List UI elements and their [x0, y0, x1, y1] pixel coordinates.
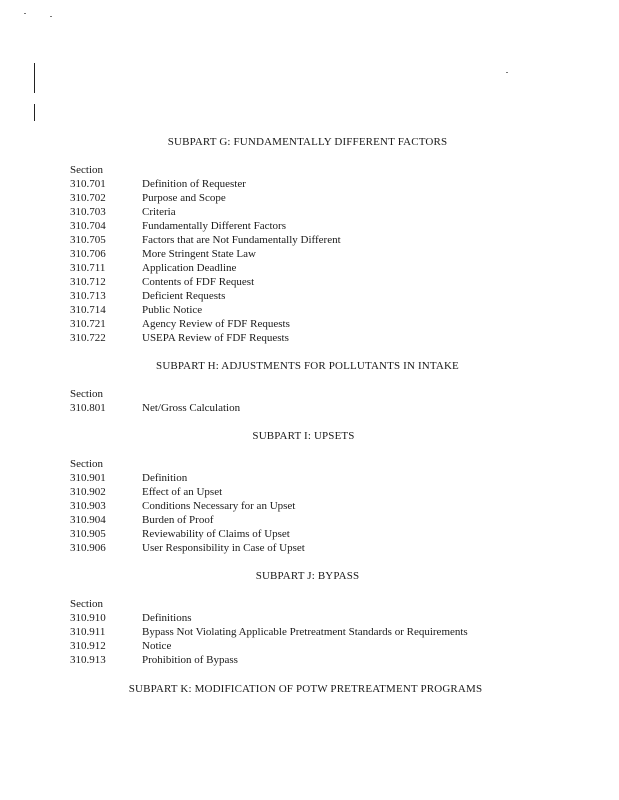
section-number: 310.901: [70, 472, 106, 484]
section-title: Contents of FDF Request: [142, 276, 255, 288]
section-title: Reviewability of Claims of Upset: [142, 528, 290, 540]
section-title: Definitions: [142, 612, 192, 624]
section-title: Net/Gross Calculation: [142, 402, 241, 414]
scan-speck: [50, 16, 52, 17]
subpart-h-heading: SUBPART H: ADJUSTMENTS FOR POLLUTANTS IN INTAKE: [156, 360, 459, 372]
section-number: 310.702: [70, 192, 106, 204]
section-number: 310.904: [70, 514, 106, 526]
section-label: Section: [70, 164, 103, 176]
section-title: Prohibition of Bypass: [142, 654, 238, 666]
section-number: 310.712: [70, 276, 106, 288]
section-label: Section: [70, 598, 103, 610]
section-number: 310.704: [70, 220, 106, 232]
section-number: 310.714: [70, 304, 106, 316]
section-title: Criteria: [142, 206, 176, 218]
subpart-i-heading: SUBPART I: UPSETS: [252, 430, 355, 442]
subpart-j-heading: SUBPART J: BYPASS: [255, 570, 360, 582]
section-title: Notice: [142, 640, 172, 652]
section-number: 310.905: [70, 528, 106, 540]
section-title: Purpose and Scope: [142, 192, 226, 204]
section-title: Definition of Requester: [142, 178, 246, 190]
section-number: 310.713: [70, 290, 106, 302]
section-number: 310.706: [70, 248, 106, 260]
section-number: 310.722: [70, 332, 106, 344]
section-number: 310.906: [70, 542, 106, 554]
section-number: 310.912: [70, 640, 106, 652]
section-title: USEPA Review of FDF Requests: [142, 332, 289, 344]
section-number: 310.721: [70, 318, 106, 330]
subpart-k-heading: SUBPART K: MODIFICATION OF POTW PRETREATMENT PROGRAMS: [128, 683, 483, 695]
section-title: Application Deadline: [142, 262, 237, 274]
subpart-g-heading: SUBPART G: FUNDAMENTALLY DIFFERENT FACTORS: [167, 136, 448, 148]
section-title: Effect of an Upset: [142, 486, 223, 498]
section-title: Fundamentally Different Factors: [142, 220, 286, 232]
section-title: Agency Review of FDF Requests: [142, 318, 290, 330]
margin-bar-mark: [34, 63, 35, 93]
section-number: 310.801: [70, 402, 106, 414]
scan-speck: [24, 13, 26, 14]
section-number: 310.703: [70, 206, 106, 218]
section-number: 310.903: [70, 500, 106, 512]
section-number: 310.911: [70, 626, 106, 638]
section-number: 310.910: [70, 612, 106, 624]
section-number: 310.902: [70, 486, 106, 498]
section-title: Bypass Not Violating Applicable Pretreatment Standards or Requirements: [142, 626, 468, 638]
section-title: Conditions Necessary for an Upset: [142, 500, 296, 512]
section-label: Section: [70, 388, 103, 400]
section-label: Section: [70, 458, 103, 470]
section-number: 310.711: [70, 262, 106, 274]
section-title: User Responsibility in Case of Upset: [142, 542, 305, 554]
section-number: 310.701: [70, 178, 106, 190]
scan-speck: [506, 72, 508, 73]
section-title: Definition: [142, 472, 188, 484]
section-title: Public Notice: [142, 304, 203, 316]
section-number: 310.913: [70, 654, 106, 666]
section-title: Deficient Requests: [142, 290, 226, 302]
section-number: 310.705: [70, 234, 106, 246]
section-title: Burden of Proof: [142, 514, 214, 526]
margin-bar-mark: [34, 104, 35, 121]
section-title: Factors that are Not Fundamentally Different: [142, 234, 341, 246]
section-title: More Stringent State Law: [142, 248, 256, 260]
